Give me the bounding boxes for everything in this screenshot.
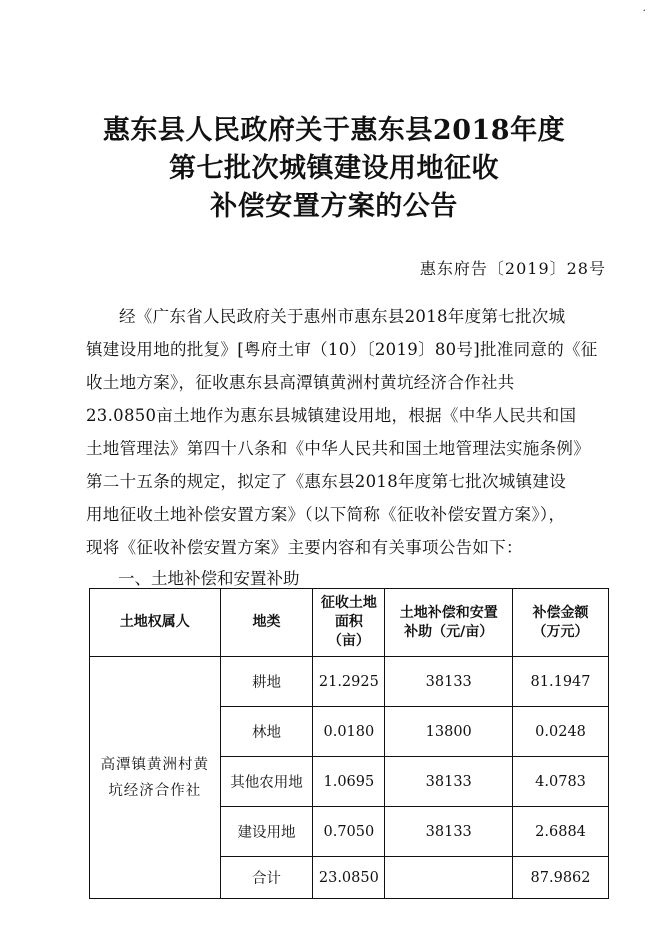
cell-total-area: 23.0850	[313, 857, 385, 899]
owner-line: 坑经济合作社	[108, 782, 202, 799]
header-rate	[385, 589, 513, 657]
cell-area: 0.0180	[313, 707, 385, 757]
header-amount-line: （万元）	[532, 623, 589, 640]
header-area-line: 面积	[334, 614, 363, 630]
cell-rate: 38133	[385, 757, 513, 807]
title-line-1: 惠东县人民政府关于惠东县2018年度	[102, 115, 566, 146]
cell-amount: 81.1947	[513, 657, 609, 707]
body-line: 第二十五条的规定，拟定了《惠东县2018年度第七批次城镇建设	[86, 472, 566, 491]
cell-area: 21.2925	[313, 657, 385, 707]
cell-land-type: 建设用地	[220, 807, 313, 857]
body-line: 土地管理法》第四十八条和《中华人民共和国土地管理法实施条例》	[86, 439, 590, 458]
cell-area: 1.0695	[313, 757, 385, 807]
section-heading: 一、土地补偿和安置补助	[118, 569, 300, 588]
compensation-table	[89, 588, 609, 899]
body-line: 用地征收土地补偿安置方案》（以下简称《征收补偿安置方案》），	[86, 505, 566, 524]
cell-amount: 0.0248	[513, 707, 609, 757]
cell-total-rate	[385, 857, 513, 899]
table-header-row	[90, 589, 609, 657]
title-line-2: 第七批次城镇建设用地征收	[169, 153, 499, 184]
cell-rate: 38133	[385, 807, 513, 857]
body-line: 23.0850亩土地作为惠东县城镇建设用地，根据《中华人民共和国	[86, 406, 577, 425]
body-line: 镇建设用地的批复》[粤府土审（10）〔2019〕80号]批准同意的《征	[86, 340, 598, 359]
cell-total-amount: 87.9862	[513, 857, 609, 899]
title-line-3: 补偿安置方案的公告	[210, 191, 458, 222]
header-rate-line: 补助（元/亩）	[404, 623, 494, 640]
owner-cell	[90, 657, 221, 899]
cell-rate: 13800	[385, 707, 513, 757]
header-amount-line: 补偿金额	[532, 604, 589, 621]
body-paragraph	[86, 300, 606, 564]
cell-total-label: 合计	[220, 857, 313, 899]
cell-land-type: 林地	[220, 707, 313, 757]
body-line: 收土地方案》，征收惠东县高潭镇黄洲村黄坑经济合作社共	[86, 373, 515, 392]
cell-rate: 38133	[385, 657, 513, 707]
header-owner: 土地权属人	[90, 589, 221, 657]
cell-land-type: 其他农用地	[220, 757, 313, 807]
document-title	[0, 112, 668, 226]
body-line: 现将《征收补偿安置方案》主要内容和有关事项公告如下：	[86, 538, 523, 557]
document-number: 惠东府告〔2019〕28号	[419, 259, 606, 278]
header-area-line: （亩）	[327, 633, 370, 649]
cell-amount: 2.6884	[513, 807, 609, 857]
header-area-line: 征收土地	[320, 595, 377, 611]
table-row	[90, 657, 609, 707]
header-amount	[513, 589, 609, 657]
header-land-type: 地类	[220, 589, 313, 657]
cell-amount: 4.0783	[513, 757, 609, 807]
cell-land-type: 耕地	[220, 657, 313, 707]
corner-mark: ·	[642, 4, 646, 17]
body-line: 经《广东省人民政府关于惠州市惠东县2018年度第七批次城	[119, 307, 566, 326]
owner-line: 高潭镇黄洲村黄	[100, 756, 210, 773]
header-rate-line: 土地补偿和安置	[399, 604, 498, 621]
cell-area: 0.7050	[313, 807, 385, 857]
header-area	[313, 589, 385, 657]
